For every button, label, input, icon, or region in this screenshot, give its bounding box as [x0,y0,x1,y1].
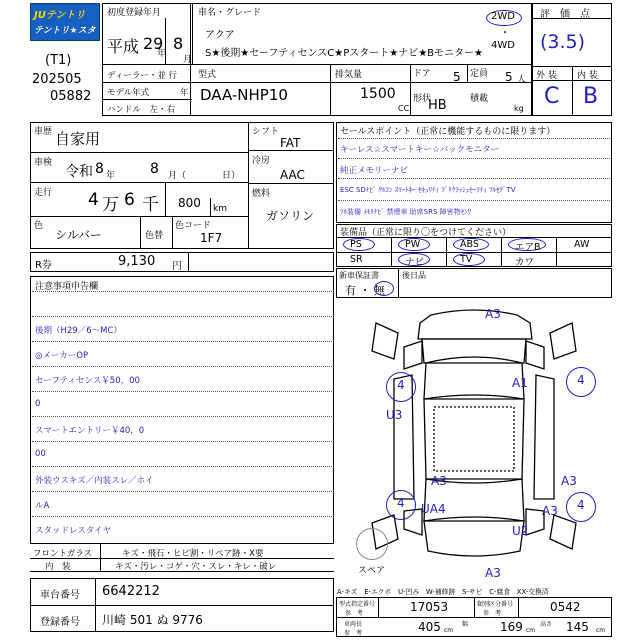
model-year-unit: 年 [180,88,189,98]
drive-dot: ・ [500,28,510,39]
interior-grade: B [583,84,599,109]
color-code-label: 色コード [175,221,212,231]
category-label: 類別区分番号 [477,601,514,608]
height-value: 145 [566,620,589,634]
equipment-leather: カワ [515,257,535,268]
damage-a3-top: A3 [485,307,501,321]
auction-number-1: 202505 [32,72,82,87]
load-label: 積載 [470,94,489,104]
door-label: ドア [413,69,431,79]
spare-tire-circle [356,528,388,560]
inspection-year-unit: 年 [106,171,116,181]
equipment-abs: ABS [460,239,479,250]
equipment-label: 装備品（正常に限り〇をつけてください） [340,228,512,238]
note-line-1: 後期（H29／6～MC） [35,326,122,336]
chassis-value: 6642212 [102,584,160,599]
usage-value: 自家用 [55,130,101,148]
length-value: 405 [418,620,441,634]
sales-point-line-3: ESC SDﾅﾋﾞ ｸﾙｺﾝ ｽﾏｰﾄｷｰ ｾｷｭﾘﾃｨ ﾌﾟﾘｸﾗｯｼｭｾｰﾌﾃｨ ﾌﾙｾｸﾞTV [340,186,516,194]
windshield-value: キズ・飛石・ヒビ割・リペア跡・X要 [122,549,264,559]
evaluation-label: 評 価 点 [540,9,590,20]
mileage-man-unit: 万 [102,195,119,215]
shape-label: 形状 [413,94,432,104]
recycle-box [30,252,334,272]
mileage-sen-unit: 千 [142,195,159,215]
note-line-8: ルA [35,501,50,511]
registration-year: 29 [143,34,164,53]
damage-tire-fr: 4 [577,373,585,387]
interior-grade-label: 内 装 [577,71,598,81]
color-label: 色 [34,221,44,231]
equipment-airbag: エアB [515,242,541,253]
interior-detail-label: 内 装 [45,562,71,572]
damage-ua4: UA4 [421,502,446,516]
equipment-aw: AW [574,239,590,250]
interior-detail-value: キズ・汚レ・コゲ・穴・スレ・キレ・破レ [115,562,277,572]
shift-value: FAT [280,136,301,150]
recycle-unit: 円 [172,261,182,272]
drive-2wd: 2WD [491,11,515,22]
damage-legend: A-キズ E-エクボ U-凹み W-補修跡 S-サビ C-腐食 XX-交換済 [337,588,549,596]
length-ref: 参 考 [344,630,363,637]
drive-4wd: 4WD [491,40,515,51]
sales-point-label: セールスポイント（正常に機能するものに限ります） [340,127,556,137]
registration-year-label: 初度登録年月 [107,8,162,18]
width-unit: cm [526,627,536,634]
inspection-month: 8 [150,161,159,177]
month-unit: 月 [183,55,193,65]
recycle-value: 9,130 [118,254,156,269]
type-value: DAA-NHP10 [200,86,288,104]
year-unit: 年 [157,49,167,59]
sales-point-line-2: 純正メモリーナビ [340,166,409,176]
equipment-tv: TV [460,254,473,265]
auction-logo [30,3,100,49]
fuel-value: ガソリン [266,209,315,223]
equipment-sr: SR [350,254,363,265]
color-value: シルバー [55,228,102,242]
color-change-label: 色替 [145,231,164,241]
damage-u3: U3 [386,408,403,422]
equipment-ps: PS [350,239,362,250]
note-line-9: スタッドレスタイヤ [35,526,112,536]
capacity-value: 5 [505,70,513,84]
type-label: 型式 [198,70,217,80]
shift-code: (T1) [45,53,72,68]
shape-value: HB [428,98,447,113]
registration-era: 平成 [107,37,140,56]
category-value: 0542 [550,600,581,614]
usage-label: 車歴 [34,127,53,137]
width-label: 幅 [462,621,469,628]
damage-tire-rr: 4 [577,498,585,512]
displacement-unit: CC [398,104,410,113]
mileage-man: 4 [88,190,99,210]
height-unit: cm [596,627,606,634]
registration-month: 8 [173,34,184,53]
notes-label: 注意事項申告欄 [35,282,99,292]
shift-label: シフト [252,127,280,137]
mileage-sen: 6 [124,190,135,210]
damage-tire-fl: 4 [397,378,405,392]
damage-a3-mid-left: A3 [431,474,447,488]
ac-value: AAC [280,168,305,182]
car-name-label: 車名・グレード [198,8,262,18]
load-unit: kg [514,104,524,113]
length-label: 車両長 [344,621,363,628]
warranty-label: 新車保証書 [339,271,379,280]
warranty-none-circle [374,281,394,296]
category-ref: 参 考 [483,610,502,617]
logo-line1: JUテントリ [34,10,86,21]
car-name: アクア [205,30,235,41]
damage-a3-bottom: A3 [485,566,501,580]
model-spec-value: 17053 [410,600,449,614]
capacity-unit: 人 [517,75,527,85]
warranty-value: 有 ・ 無 [345,284,385,297]
length-unit: cm [444,627,454,634]
note-line-4: 0 [35,399,41,409]
mileage-unit: km [213,204,227,214]
logo-line2: テントリ★スター [34,26,96,49]
equipment-pw: PW [405,239,421,250]
later-date-label: 後日品 [402,271,426,280]
capacity-label: 定員 [470,69,489,79]
door-value: 5 [453,70,461,84]
ac-label: 冷房 [252,156,271,166]
exterior-grade-label: 外 装 [536,71,557,81]
spare-label: スペア [358,566,386,576]
note-line-7: 外装ウスキズ／内装スレ／ホイ [35,476,154,486]
equipment-navi: ナビ [405,257,425,268]
damage-tire-rl: 4 [397,496,405,510]
evaluation-score: (3.5) [540,31,586,53]
inspection-day-label: 月（ 日） [168,171,241,181]
width-value: 169 [500,620,523,634]
mileage-hundreds: 800 [178,196,201,210]
model-spec-ref: 参 考 [345,610,364,617]
plate-value: 川崎 501 ぬ 9776 [102,613,203,627]
auction-number-2: 05882 [50,89,92,104]
damage-a1: A1 [512,376,528,390]
chassis-label: 車台番号 [40,590,80,601]
exterior-grade: C [544,84,560,109]
handle-label: ハンドル 左・右 [107,105,176,115]
inspection-label: 車検 [34,158,53,168]
windshield-label: フロントガラス [33,549,92,559]
sales-point-line-4: ﾌﾙ装備 ﾒﾓﾘﾅﾋﾞ 禁煙車 助席SRS 障害物ｾﾝｻ [340,208,472,216]
note-line-3: セーフティセンス￥50，00 [35,376,140,386]
inspection-era: 令和 [65,164,93,180]
sales-point-line-1: キーレス☆スマートキー☆バックモニター [340,145,500,155]
displacement-label: 排気量 [335,70,363,80]
note-line-6: 00 [35,449,46,459]
damage-a3-right: A3 [542,504,558,518]
note-line-5: スマートエントリー￥40，0 [35,426,145,436]
mileage-label: 走行 [34,188,53,198]
plate-label: 登録番号 [40,617,80,628]
note-line-2: ◎メーカーOP [35,351,89,361]
model-year-label: モデル年式 [107,88,150,98]
model-spec-label: 型式指定番号 [339,601,376,608]
displacement-value: 1500 [360,86,396,102]
inspection-year: 8 [95,161,104,177]
damage-a3-mid-right: A3 [561,474,577,488]
dealer-label: ディーラー・並 行 [107,71,178,81]
height-label: 高さ [540,621,553,628]
recycle-label: R券 [35,260,52,271]
color-code: 1F7 [200,231,223,245]
damage-u2: U2 [512,524,529,538]
grade: S★後期★セーフティセンスC★Pスタート★ナビ★Bモニター★ [205,48,484,59]
fuel-label: 燃料 [252,189,271,199]
